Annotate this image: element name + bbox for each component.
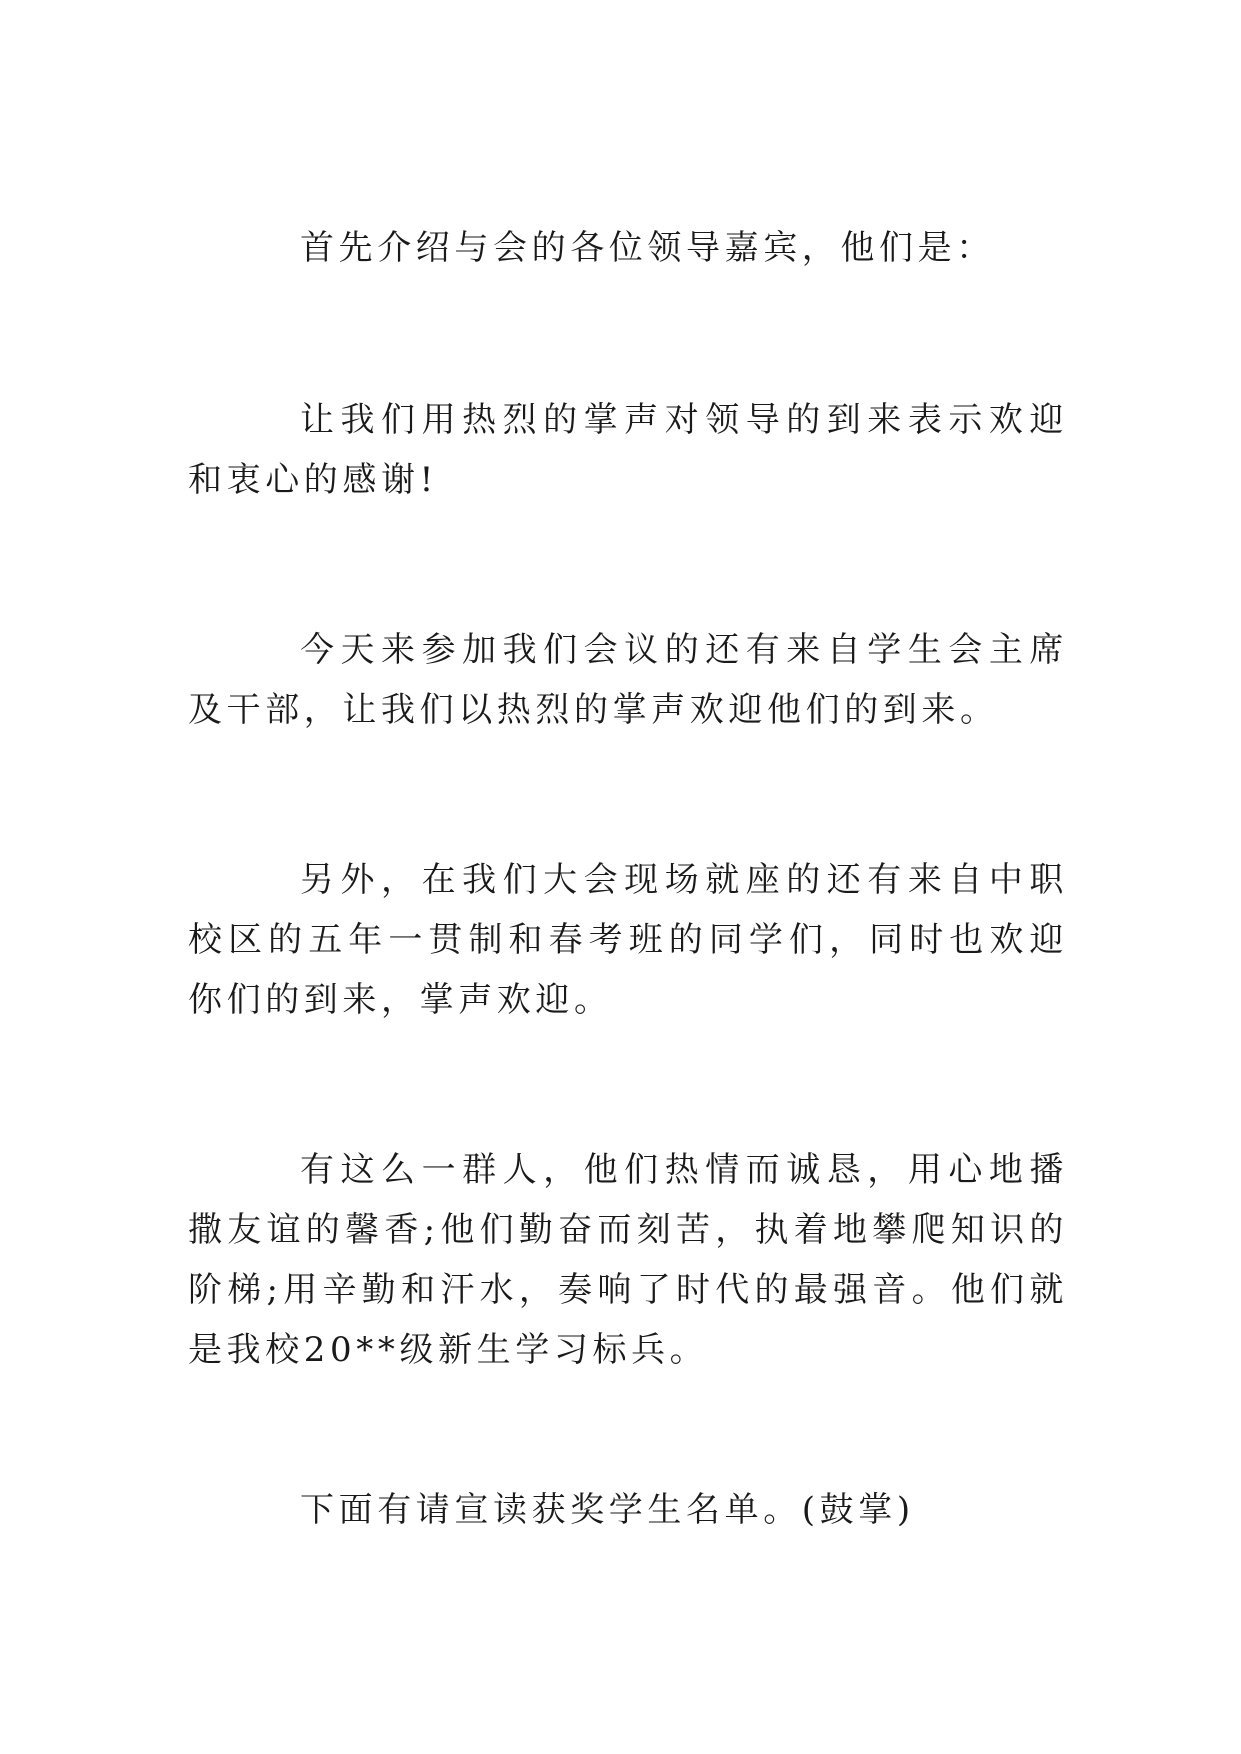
paragraph-award-list: 下面有请宣读获奖学生名单。(鼓掌) [300, 1490, 915, 1530]
paragraph-introduce-guests: 首先介绍与会的各位领导嘉宾，他们是： [300, 228, 995, 268]
paragraph-study-models: 有这么一群人，他们热情而诚恳，用心地播撒友谊的馨香;他们勤奋而刻苦，执着地攀爬知识的阶梯;用辛勤和汗水，奏响了时代的最强音。他们就是我校20**级新生学习标兵。 [188, 1150, 1068, 1370]
paragraph-welcome-leaders: 让我们用热烈的掌声对领导的到来表示欢迎和衷心的感谢! [188, 400, 1068, 500]
paragraph-student-union: 今天来参加我们会议的还有来自学生会主席及干部，让我们以热烈的掌声欢迎他们的到来。 [188, 630, 1068, 730]
paragraph-vocational-students: 另外，在我们大会现场就座的还有来自中职校区的五年一贯制和春考班的同学们，同时也欢迎你们的到来，掌声欢迎。 [188, 860, 1068, 1020]
